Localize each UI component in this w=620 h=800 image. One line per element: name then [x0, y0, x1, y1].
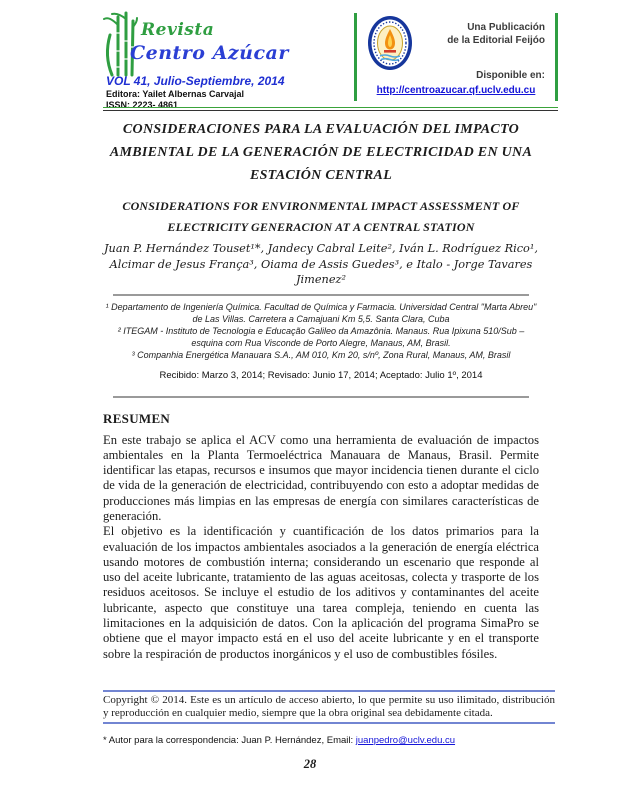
publisher-text [447, 21, 545, 47]
affiliation-2: ² ITEGAM - Instituto de Tecnologia e Educação Galileo da Amazônia. Manaus. Rua Ipixuna 510/Sub – esquina com Rua Visconde de Porto Alegre, Manaus, AM, Brasil. [117, 325, 525, 348]
author-list [103, 241, 539, 288]
affiliation-1: ¹ Departamento de Ingeniería Química. Facultad de Química y Farmacia. Universidad Central "Marta Abreu" de Las Villas. Carretera a Camajuani Km 5,5. Santa Clara, Cuba [105, 301, 537, 324]
authors-line-2: Alcimar de Jesus França³, Oiama de Assis Guedes³, e Italo - Jorge Tavares Jimenez² [109, 257, 533, 286]
abstract-paragraph-2: El objetivo es la identificación y cuantificación de los datos primarios para la evaluación de los impactos ambientales asociados a la generación de energía eléctrica usando motores de combustión interna; considerando un escenario que responde al uso del aceite lubricante, tratamiento de las aguas aceitosas, colecta y trasporte de los residuos aceitosos. Se incluye el estudio de los aditivos y contaminantes del aceite lubricante, aspecto que constituye una tarea compleja, teniendo en cuenta las limitaciones en la adquisición de datos. Con la aplicación del programa SimaPro se obtiene que el mayor impacto está en el uso del aceite lubricante y en el transporte sobre la respiración de productos inorgánicos y el uso de combustibles fósiles. [103, 524, 539, 661]
publisher-line-1: Una Publicación [467, 22, 545, 33]
title-es-line-2: AMBIENTAL DE LA GENERACIÓN DE ELECTRICIDAD EN UNA [109, 145, 533, 160]
received-revised-accepted-line: Recibido: Marzo 3, 2014; Revisado: Junio 17, 2014; Aceptado: Julio 1º, 2014 [159, 369, 483, 381]
publisher-box [354, 13, 558, 101]
title-en-line-1: CONSIDERATIONS FOR ENVIRONMENTAL IMPACT ASSESSMENT OF [122, 199, 520, 213]
journal-name-centro-azucar: Centro Azúcar [130, 42, 289, 64]
authors-line-1: Juan P. Hernández Touset¹*, Jandecy Cabral Leite², Iván L. Rodríguez Rico¹, [104, 242, 538, 255]
correspondence-label: * Autor para la correspondencia: Juan P. Hernández, Email: [103, 735, 356, 746]
title-es-line-3: ESTACIÓN CENTRAL [249, 168, 393, 183]
authors-affiliations-divider [113, 294, 529, 296]
available-label: Disponible en: [476, 70, 545, 81]
header-separator-line-green [103, 107, 558, 108]
publisher-line-2: de la Editorial Feijóo [447, 35, 545, 46]
copyright-notice: Copyright © 2014. Este es un artículo de acceso abierto, lo que permite su uso ilimitado, distribución y reproducción en cualquier medio, siempre que la obra original sea debidamente citada. [103, 690, 555, 724]
journal-name-revista: Revista [141, 20, 215, 40]
abstract-paragraph-1: En este trabajo se aplica el ACV como una herramienta de evaluación de impactos ambientales en la Planta Termoeléctrica Manauara de Manaus, Brasil. Permite identificar las etapas, recursos e insumos que mayor incidencia tienen durante el ciclo de vida de la generación de electricidad, contribuyendo con esto a adoptar medidas de producciones más limpias en las empresas de energía con similares características de generación. [103, 432, 539, 523]
publisher-box-left-bar [354, 13, 357, 101]
dates-abstract-divider [113, 396, 529, 398]
title-en-line-2: ELECTRICITY GENERACION AT A CENTRAL STATION [167, 220, 475, 234]
editor-line: Editora: Yailet Albernas Carvajal [106, 89, 245, 99]
article-column [103, 118, 539, 662]
correspondence-note [103, 735, 455, 746]
affiliation-3: ³ Companhia Energética Manauara S.A., AM 010, Km 20, s/nº, Zona Rural, Manaus, AM, Brasil [131, 349, 511, 360]
title-english [103, 196, 539, 238]
journal-url-link[interactable]: http://centroazucar.qf.uclv.edu.cu [376, 85, 536, 96]
publisher-box-right-bar [555, 13, 558, 101]
header-separator-line-black [103, 110, 558, 111]
page-number: 28 [303, 757, 317, 771]
university-seal-icon [367, 15, 413, 76]
volume-line: VOL 41, Julio-Septiembre, 2014 [106, 74, 285, 88]
title-es-line-1: CONSIDERACIONES PARA LA EVALUACIÓN DEL IMPACTO [122, 122, 520, 137]
affiliations-block [103, 301, 539, 361]
correspondence-email-link[interactable]: juanpedro@uclv.edu.cu [355, 735, 456, 746]
masthead [0, 0, 620, 112]
abstract-heading: RESUMEN [103, 410, 171, 426]
title-spanish [103, 118, 539, 187]
issn-line: ISSN: 2223- 4861 [106, 100, 179, 110]
